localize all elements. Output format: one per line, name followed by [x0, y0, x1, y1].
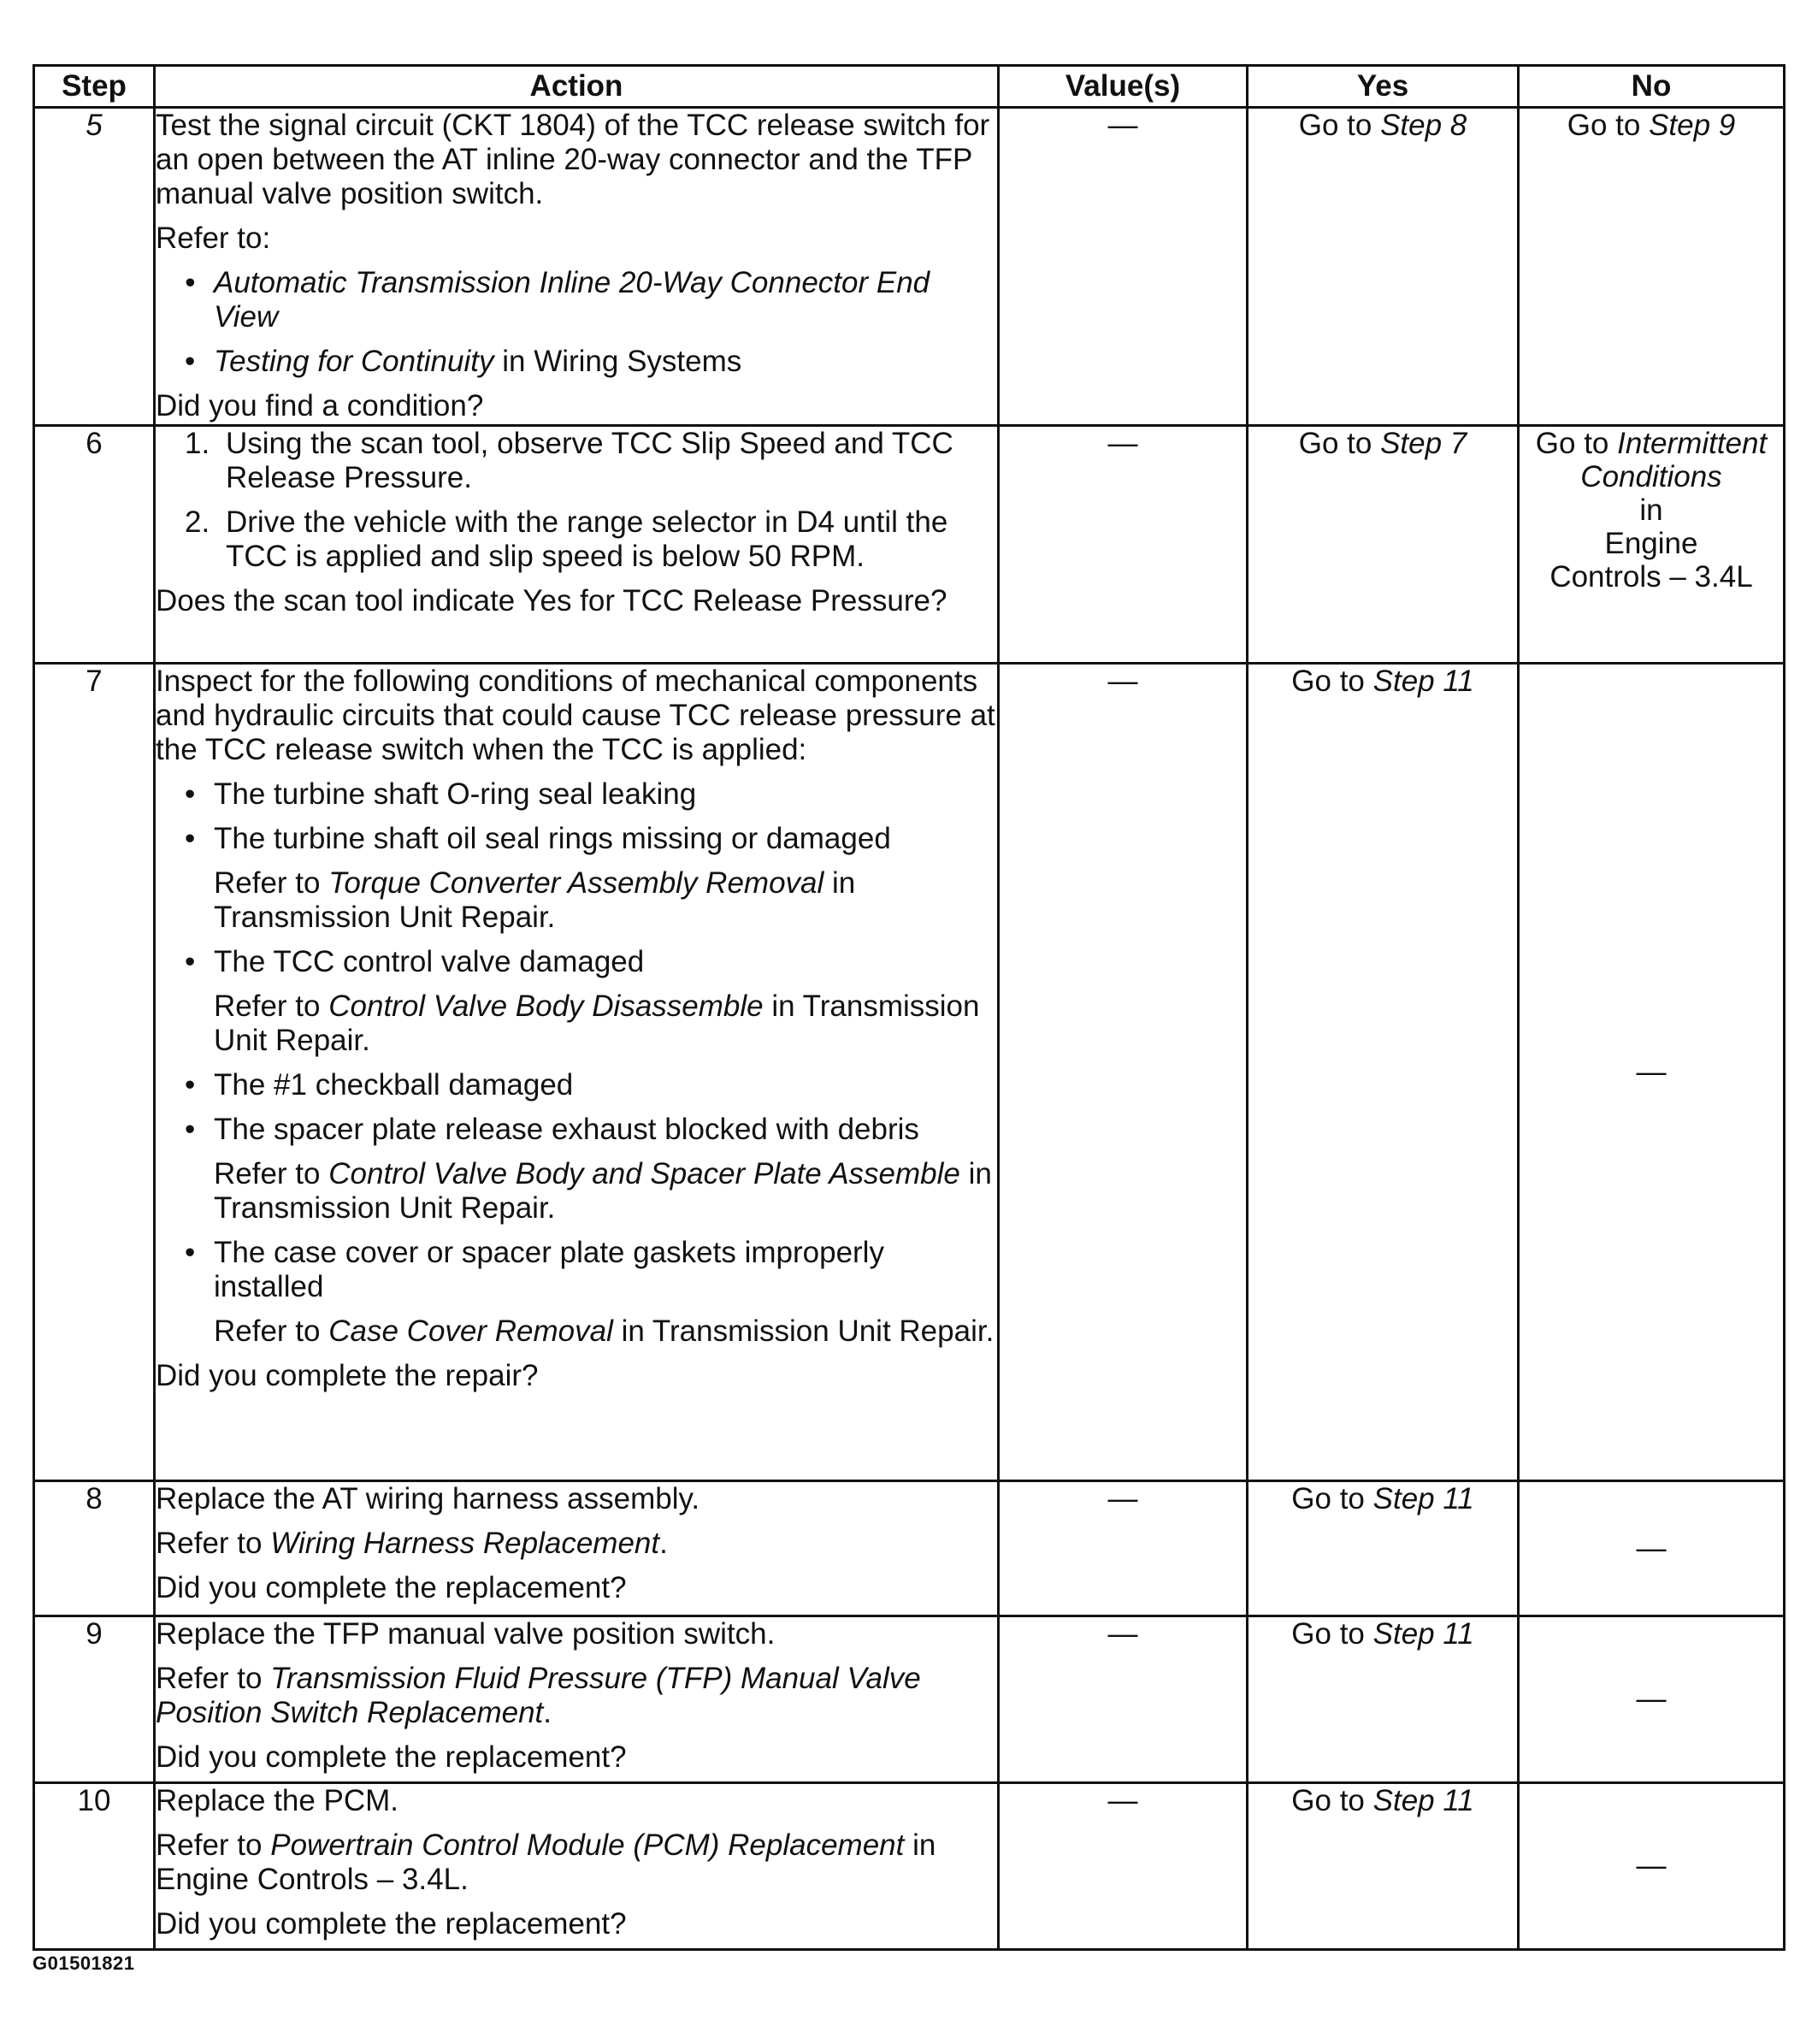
- table-row-step-10: [34, 1783, 1785, 1950]
- action-intro: Inspect for the following conditions of mechanical components and hydraulic circuits that could cause TCC release pressure at the TCC release switch when the TCC is applied:: [156, 665, 995, 766]
- step-number: 6: [34, 426, 155, 664]
- header-action: Action: [155, 66, 999, 108]
- table-header-row: [34, 66, 1785, 108]
- table-row-step-7: [34, 664, 1785, 1481]
- condition-bullet: • The case cover or spacer plate gaskets improperly installed: [156, 1236, 997, 1304]
- value-cell: —: [999, 1481, 1248, 1616]
- table-row-step-6: [34, 426, 1785, 664]
- no-line: Go to Intermittent: [1535, 427, 1768, 460]
- diagnostic-table: [32, 64, 1786, 1951]
- table-row-step-8: [34, 1481, 1785, 1616]
- reference-note: Refer to Case Cover Removal in Transmission Unit Repair.: [214, 1314, 995, 1348]
- action-line: Replace the PCM.: [156, 1784, 399, 1817]
- condition-bullet: • The turbine shaft O-ring seal leaking: [156, 777, 997, 812]
- yes-cell: Go to Step 11: [1248, 1783, 1519, 1950]
- yes-cell: Go to Step 11: [1248, 1616, 1519, 1783]
- action-line: Replace the AT wiring harness assembly.: [156, 1482, 700, 1515]
- reference-note: Refer to Powertrain Control Module (PCM) Replacement in Engine Controls – 3.4L.: [156, 1828, 936, 1896]
- yes-cell: Go to Step 7: [1248, 426, 1519, 664]
- no-line: Controls – 3.4L: [1549, 560, 1753, 594]
- step-number: 10: [34, 1783, 155, 1950]
- reference-note: Refer to Transmission Fluid Pressure (TFP) Manual Valve Position Switch Replacement.: [156, 1662, 921, 1729]
- action-cell: [155, 1481, 999, 1616]
- step-number: 8: [34, 1481, 155, 1616]
- action-question: Did you find a condition?: [156, 389, 484, 422]
- value-cell: —: [999, 426, 1248, 664]
- action-cell: [155, 1783, 999, 1950]
- table-row-step-5: [34, 108, 1785, 426]
- yes-cell: Go to Step 8: [1248, 108, 1519, 426]
- action-intro: Test the signal circuit (CKT 1804) of the TCC release switch for an open between the AT inline 20-way connector and the TFP manual valve position switch.: [156, 109, 990, 210]
- action-question: Did you complete the repair?: [156, 1359, 539, 1392]
- action-cell: [155, 664, 999, 1481]
- table-row-step-9: [34, 1616, 1785, 1783]
- header-step: Step: [34, 66, 155, 108]
- step-number: 7: [34, 664, 155, 1481]
- reference-note: Refer to Wiring Harness Replacement.: [156, 1527, 668, 1560]
- action-question: Does the scan tool indicate Yes for TCC Release Pressure?: [156, 584, 947, 617]
- no-cell: —: [1519, 1481, 1785, 1616]
- no-cell: —: [1519, 1783, 1785, 1950]
- value-cell: —: [999, 1783, 1248, 1950]
- no-cell: Go to Step 9: [1519, 108, 1785, 426]
- header-yes: Yes: [1248, 66, 1519, 108]
- yes-cell: Go to Step 11: [1248, 1481, 1519, 1616]
- step-number: 9: [34, 1616, 155, 1783]
- header-no: No: [1519, 66, 1785, 108]
- header-values: Value(s): [999, 66, 1248, 108]
- no-line: in: [1639, 493, 1663, 527]
- diagnostic-table-page: [32, 64, 1783, 1951]
- reference-bullet: • Automatic Transmission Inline 20-Way Connector End View: [156, 266, 997, 334]
- numbered-item: 2. Drive the vehicle with the range selector in D4 until the TCC is applied and slip speed is below 50 RPM.: [185, 505, 948, 573]
- step-number: 5: [34, 108, 155, 426]
- condition-bullet: • The turbine shaft oil seal rings missing or damaged: [156, 822, 997, 856]
- no-line: Conditions: [1580, 460, 1722, 493]
- no-cell: [1519, 426, 1785, 664]
- action-cell: [155, 426, 999, 664]
- reference-bullet: • Testing for Continuity in Wiring Systems: [156, 345, 997, 379]
- condition-bullet: • The TCC control valve damaged: [156, 945, 997, 979]
- action-cell: [155, 108, 999, 426]
- numbered-item: 1. Using the scan tool, observe TCC Slip Speed and TCC Release Pressure.: [185, 427, 953, 494]
- value-cell: —: [999, 1616, 1248, 1783]
- figure-id: G01501821: [32, 1952, 135, 1974]
- action-question: Did you complete the replacement?: [156, 1740, 627, 1774]
- action-question: Did you complete the replacement?: [156, 1571, 627, 1604]
- reference-note: Refer to Control Valve Body and Spacer Plate Assemble in Transmission Unit Repair.: [214, 1157, 992, 1225]
- condition-bullet: • The spacer plate release exhaust blocked with debris: [156, 1113, 997, 1147]
- no-cell: —: [1519, 1616, 1785, 1783]
- action-question: Did you complete the replacement?: [156, 1907, 627, 1941]
- action-cell: [155, 1616, 999, 1783]
- condition-bullet: • The #1 checkball damaged: [156, 1068, 997, 1102]
- no-cell: —: [1519, 664, 1785, 1481]
- reference-note: Refer to Control Valve Body Disassemble in Transmission Unit Repair.: [214, 990, 980, 1057]
- action-line: Replace the TFP manual valve position switch.: [156, 1617, 776, 1651]
- value-cell: —: [999, 664, 1248, 1481]
- value-cell: —: [999, 108, 1248, 426]
- yes-cell: Go to Step 11: [1248, 664, 1519, 1481]
- refer-label: Refer to:: [156, 222, 271, 255]
- no-line: Engine: [1604, 527, 1698, 560]
- reference-note: Refer to Torque Converter Assembly Removal in Transmission Unit Repair.: [214, 866, 856, 934]
